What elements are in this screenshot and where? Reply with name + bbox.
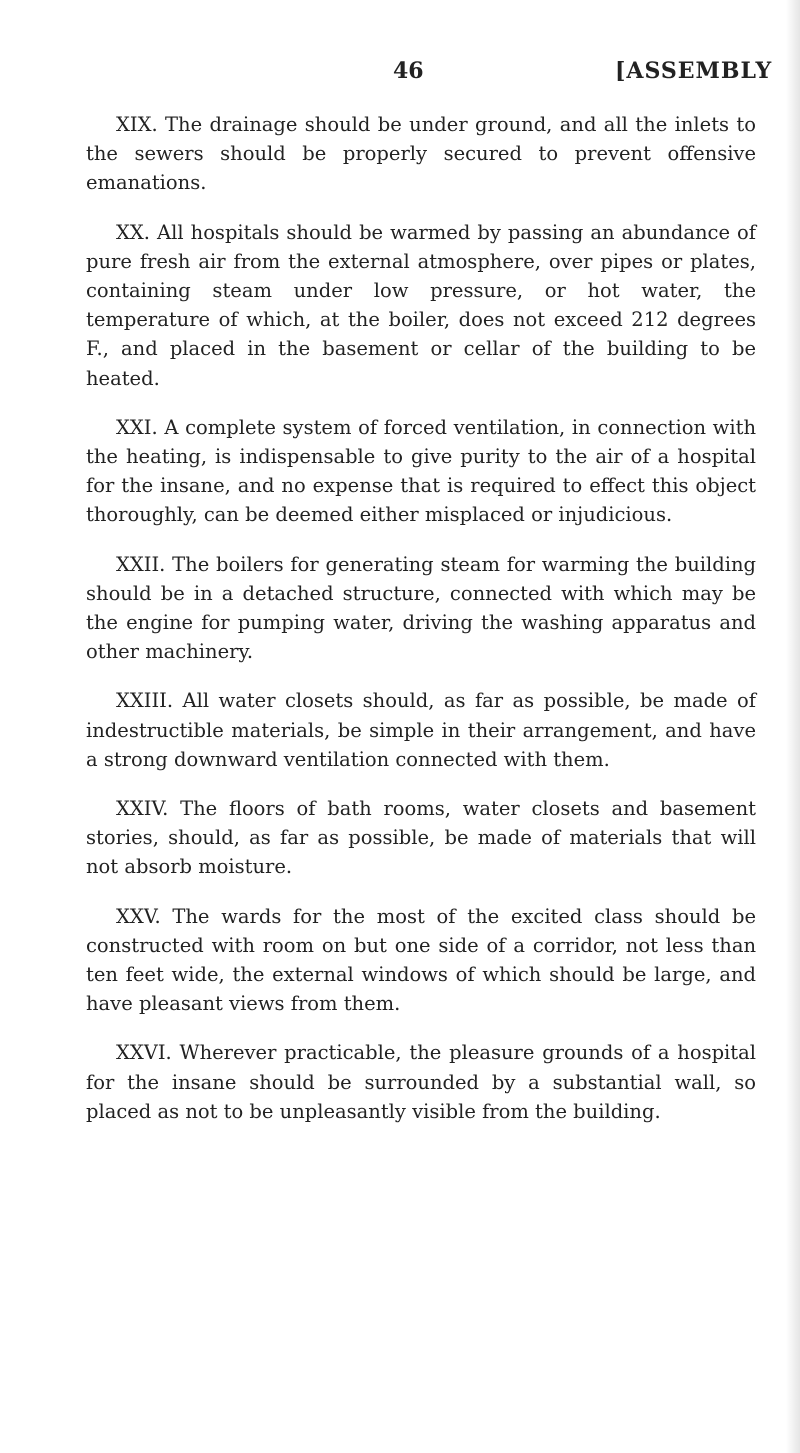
paragraph-xxiv: XXIV. The floors of bath rooms, water closets and basement stories, should, as far as possible, be made of materials that will not absorb moisture. — [86, 797, 756, 879]
running-head: [ASSEMBLY — [615, 58, 773, 84]
page-header — [0, 58, 800, 94]
paragraph-xxii: XXII. The boilers for generating steam for warming the building should be in a detached structure, connected with which may be the engine for pumping water, driving the washing apparatus and other machinery. — [86, 552, 756, 664]
paragraph-xxi: XXI. A complete system of forced ventilation, in connection with the heating, is indispensable to give purity to the air of a hospital for the insane, and no expense that is required to effect this object thoroughly, can be deemed either misplaced or injudicious. — [86, 415, 756, 527]
paragraph-xx: XX. All hospitals should be warmed by passing an abundance of pure fresh air from the external atmosphere, over pipes or plates, containing steam under low pressure, or hot water, the temperature of which, at the boiler, does not exceed 212 degrees F., and placed in the basement or cellar of the building to be heated. — [86, 220, 756, 390]
paragraph-xxvi: XXVI. Wherever practicable, the pleasure grounds of a hospital for the insane should be surrounded by a substantial wall, so placed as not to be unpleasantly visible from the building. — [86, 1041, 756, 1123]
page-edge-shadow — [786, 0, 800, 1453]
paragraph-xix: XIX. The drainage should be under ground, and all the inlets to the sewers should be properly secured to prevent offensive emanations. — [86, 113, 756, 195]
page-number: 46 — [393, 58, 424, 84]
paragraph-xxv: XXV. The wards for the most of the excited class should be constructed with room on but one side of a corridor, not less than ten feet wide, the external windows of which should be large, and have pleasant views from them. — [86, 904, 756, 1016]
paragraph-xxiii: XXIII. All water closets should, as far as possible, be made of indestructible materials, be simple in their arrangement, and have a strong downward ventilation connected with them. — [86, 689, 756, 771]
body-text — [86, 110, 756, 1146]
